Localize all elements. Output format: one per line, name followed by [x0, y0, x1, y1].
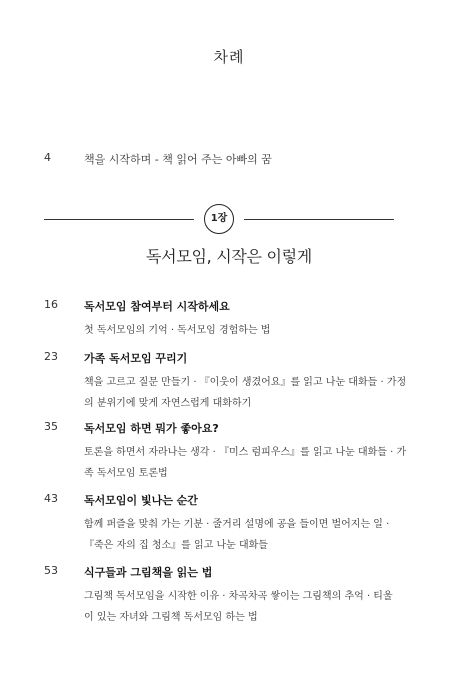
entry-description — [84, 586, 400, 628]
entry-description-line: 이 있는 자녀와 그림책 독서모임 하는 법 — [84, 612, 258, 623]
entry-description-line: 토론을 하면서 자라나는 생각 · 『미스 럼피우스』를 읽고 나눈 대화들 · 가 — [84, 447, 407, 458]
entry-description — [84, 320, 400, 341]
entry-page-number: 53 — [44, 564, 58, 577]
entry-page-number: 23 — [44, 350, 58, 363]
entry-description-line: 그림책 독서모임을 시작한 이유 · 차곡차곡 쌓이는 그림책의 추억 · 티울 — [84, 591, 393, 602]
entry-description-line: 첫 독서모임의 기억 · 독서모임 경험하는 법 — [84, 325, 271, 336]
entry-description — [84, 514, 400, 556]
entry-description — [84, 442, 407, 484]
chapter-title: 독서모임, 시작은 이렇게 — [146, 247, 312, 266]
entry-heading: 식구들과 그림책을 읽는 법 — [84, 566, 213, 579]
intro-page-number: 4 — [44, 151, 51, 164]
entry-description-line: 의 분위기에 맞게 자연스럽게 대화하기 — [84, 398, 252, 409]
entry-heading: 가족 독서모임 꾸리기 — [84, 352, 188, 365]
entry-description-line: 책을 고르고 질문 만들기 · 『이웃이 생겼어요』를 읽고 나눈 대화들 · 가정 — [84, 377, 407, 388]
entry-description — [84, 372, 407, 414]
divider-line-left — [44, 219, 194, 220]
intro-title: 책을 시작하며 - 책 읽어 주는 아빠의 꿈 — [84, 153, 272, 166]
entry-page-number: 35 — [44, 420, 58, 433]
entry-heading: 독서모임 하면 뭐가 좋아요? — [84, 422, 219, 435]
page-title: 차례 — [213, 48, 245, 66]
chapter-badge: 1장 — [204, 204, 234, 234]
divider-line-right — [244, 219, 394, 220]
entry-page-number: 43 — [44, 492, 58, 505]
entry-description-line: 함께 퍼즐을 맞춰 가는 기분 · 줄거리 설명에 공을 들이면 벌어지는 일 · — [84, 519, 390, 530]
entry-description-line: 『죽은 자의 집 청소』를 읽고 나눈 대화들 — [84, 540, 268, 551]
entry-description-line: 족 독서모임 토론법 — [84, 468, 168, 479]
entry-heading: 독서모임이 빛나는 순간 — [84, 494, 198, 507]
entry-page-number: 16 — [44, 298, 58, 311]
chapter-divider — [44, 203, 394, 237]
entry-heading: 독서모임 참여부터 시작하세요 — [84, 300, 230, 313]
